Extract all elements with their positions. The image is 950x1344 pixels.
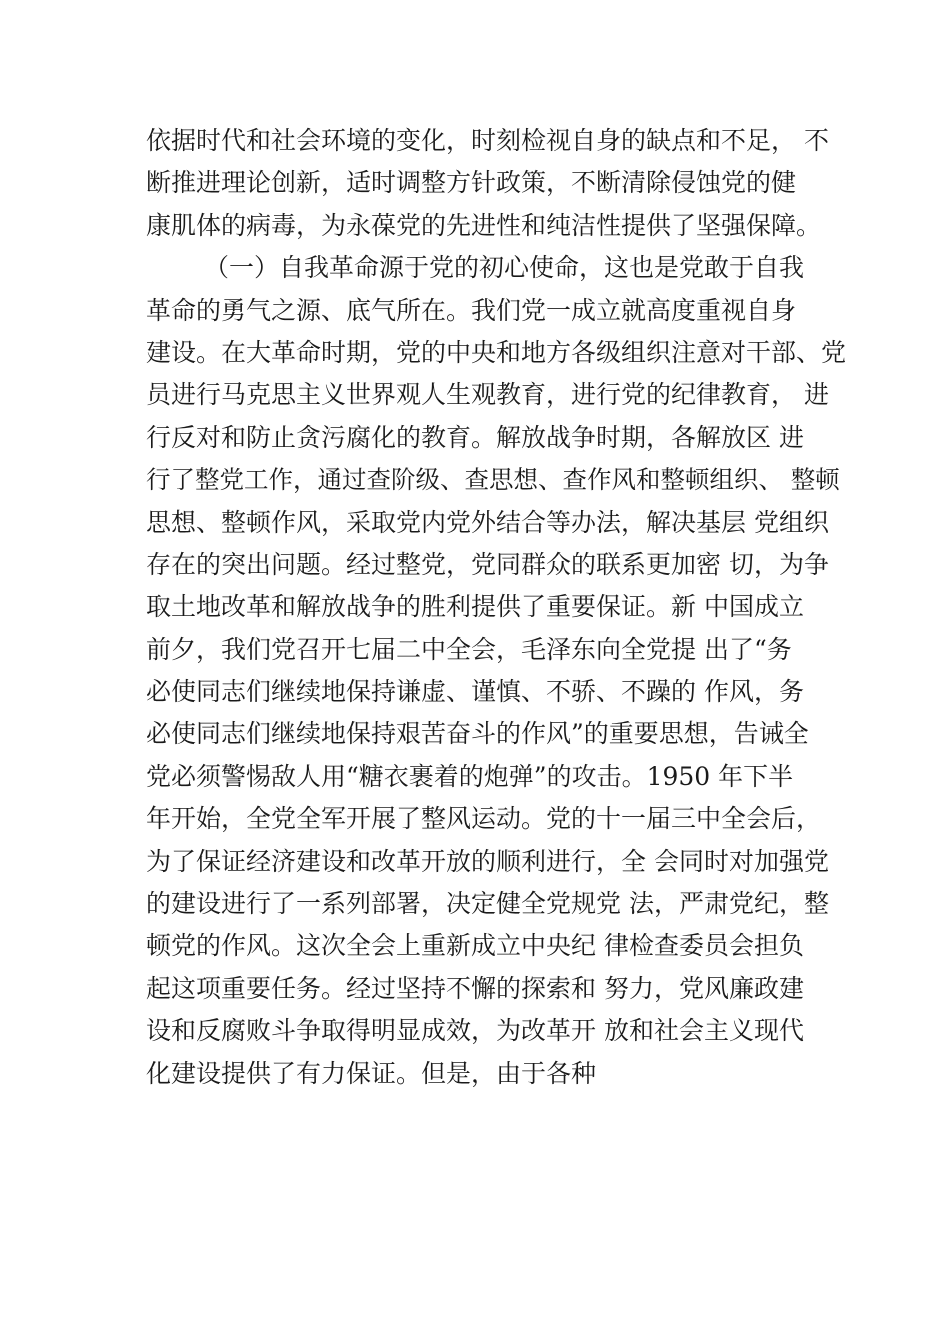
text-line: 员进行马克思主义世界观人生观教育，进行党的纪律教育， 进	[146, 380, 829, 410]
text-line: 化建设提供了有力保证。但是，由于各种	[146, 1058, 597, 1088]
text-line: 必使同志们继续地保持艰苦奋斗的作风”的重要思想，告诫全	[146, 719, 809, 749]
text-line: 党必须警惕敌人用“糖衣裹着的炮弹”的攻击。1950 年下半	[146, 761, 794, 791]
text-line: 取土地改革和解放战争的胜利提供了重要保证。新 中国成立	[146, 592, 804, 622]
text-line: 建设。在大革命时期，党的中央和地方各级组织注意对干部、党	[146, 337, 847, 367]
text-line: 的建设进行了一系列部署，决定健全党规党 法，严肃党纪，整	[146, 889, 829, 919]
text-line: 思想、整顿作风，采取党内党外结合等办法，解决基层 党组织	[146, 507, 829, 537]
text-line: 行反对和防止贪污腐化的教育。解放战争时期，各解放区 进	[146, 422, 804, 452]
text-line: 起这项重要任务。经过坚持不懈的探索和 努力，党风廉政建	[146, 973, 804, 1003]
text-line: 康肌体的病毒，为永葆党的先进性和纯洁性提供了坚强保障。	[146, 210, 822, 240]
paragraph-start-line: （一）自我革命源于党的初心使命，这也是党敢于自我	[204, 253, 805, 283]
text-line: 前夕，我们党召开七届二中全会，毛泽东向全党提 出了“务	[146, 634, 792, 664]
text-line: 必使同志们继续地保持谦虚、谨慎、不骄、不躁的 作风，务	[146, 677, 804, 707]
text-line: 为了保证经济建设和改革开放的顺利进行，全 会同时对加强党	[146, 846, 829, 876]
text-line: 存在的突出问题。经过整党，党同群众的联系更加密 切，为争	[146, 549, 829, 579]
body-text	[146, 120, 846, 1095]
text-line: 断推进理论创新，适时调整方针政策，不断清除侵蚀党的健	[146, 168, 797, 198]
text-line: 设和反腐败斗争取得明显成效，为改革开 放和社会主义现代	[146, 1016, 804, 1046]
text-line: 行了整党工作，通过查阶级、查思想、查作风和整顿组织、 整顿	[146, 465, 840, 495]
text-line: 年开始，全党全军开展了整风运动。党的十一届三中全会后，	[146, 804, 822, 834]
text-line: 革命的勇气之源、底气所在。我们党一成立就高度重视自身	[146, 295, 797, 325]
text-line: 依据时代和社会环境的变化，时刻检视自身的缺点和不足， 不	[146, 126, 829, 155]
text-line: 顿党的作风。这次全会上重新成立中央纪 律检查委员会担负	[146, 931, 804, 961]
